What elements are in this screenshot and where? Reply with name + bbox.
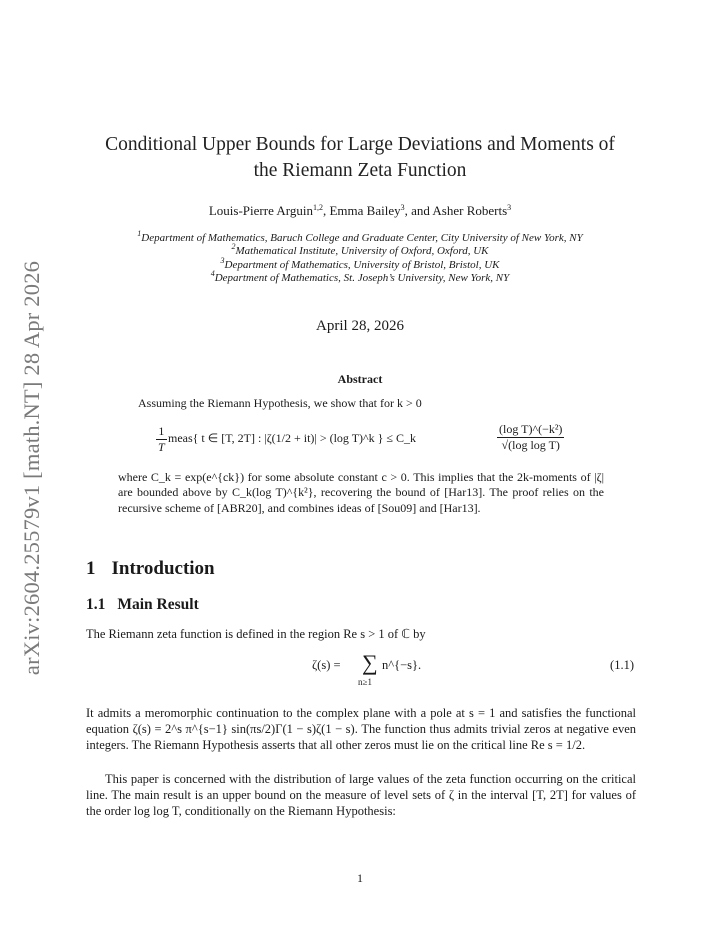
author-name: , Emma Bailey [322,203,401,218]
author-sup: 3 [400,203,405,212]
abstract-body: where C_k = exp(e^{ck}) for some absolute constant c > 0. This implies that the 2k-moments of |ζ| are bounded above by C_k(log T)^{k²}, recovering the bound of [Har13]. The proof relies on the recursive scheme of [ABR20], and combines ideas of [Sou09] and [Har13]. [118,470,604,515]
publication-date: April 28, 2026 [316,318,404,334]
affiliation-line: $^1$Department of Mathematics, Baruch College and Graduate Center, City University of New York, NY [137,229,583,244]
title-line-2: the Riemann Zeta Function [253,160,467,181]
equation-body: meas{ t ∈ [T, 2T] : |ζ(1/2 + it)| > (log T)^k } ≤ C_k [168,431,417,445]
page-number: 1 [357,871,363,885]
author-name: Louis-Pierre Arguin [208,203,313,218]
affiliation-line: $^4$Department of Mathematics, St. Joseph’s University, New York, NY [210,269,510,285]
section-heading: 1 Introduction [86,558,215,579]
affiliation-line: $^3$Department of Mathematics, University of Bristol, Bristol, UK [220,255,500,271]
paragraph: It admits a meromorphic continuation to the complex plane with a pole at s = 1 and satisfies the functional equation ζ(s) = 2^s π^{s−1} sin(πs/2)Γ(1 − s)ζ(1 − s). The function thus admits trivial zeros at negative even integers. The Riemann Hypothesis asserts that all other zeros must lie on the critical line Re s = 1/2. [86,706,636,752]
fraction-one-over-t: 1 T [158,424,165,454]
equation-1-1: ζ(s) = ∑ n≥1 n^{−s}. [312,650,422,687]
abstract-equation [150,420,580,462]
fraction-rhs: (log T)^(−k²) √(log log T) [499,422,563,452]
summation-sign: ∑ [362,650,378,675]
abstract-heading: Abstract [337,372,383,386]
equation-number: (1.1) [610,658,634,672]
intro-sentence: The Riemann zeta function is defined in the region Re s > 1 of ℂ by [86,627,426,641]
author-sup: 1,2 [312,203,323,212]
author-name: , and Asher Roberts [404,203,508,218]
paragraph: This paper is concerned with the distribution of large values of the zeta function occurring on the critical line. The main result is an upper bound on the measure of level sets of ζ in the interval [T, 2T] for values of the order log log T, conditionally on the Riemann Hypothesis: [86,772,636,818]
arxiv-stamp [10,248,54,688]
arxiv-identifier: arXiv:2604.25579v1 [math.NT] 28 Apr 2026 [19,260,44,676]
author-sup: 3 [507,203,512,212]
title-line-1: Conditional Upper Bounds for Large Deviations and Moments of [105,134,615,155]
affiliation-line: $^2$Mathematical Institute, University of Oxford, Oxford, UK [231,242,489,258]
affiliations [70,229,650,286]
author-list [70,203,650,219]
paper-title [70,132,650,184]
subsection-heading: 1.1 Main Result [86,596,199,613]
abstract-intro: Assuming the Riemann Hypothesis, we show that for k > 0 [138,396,422,410]
